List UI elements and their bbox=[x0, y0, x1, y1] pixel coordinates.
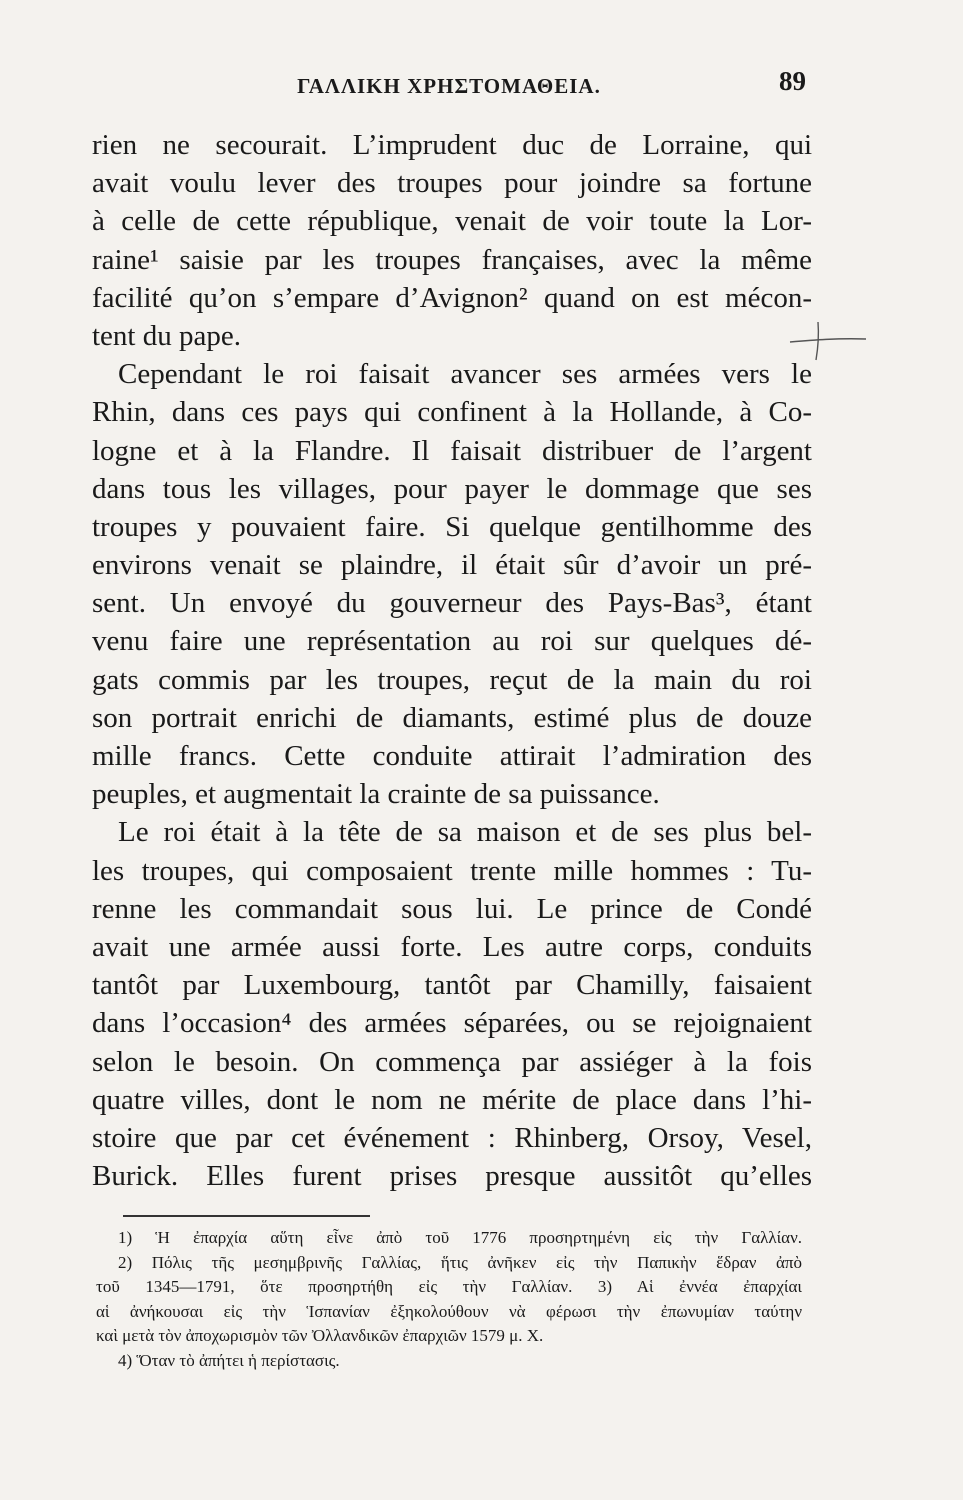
text-line: rien ne secourait. L’imprudent duc de Lorraine, qui bbox=[92, 129, 812, 161]
text-line: gats commis par les troupes, reçut de la main du roi bbox=[92, 663, 812, 696]
footnote-line: καὶ μετὰ τὸν ἀποχωρισμὸν τῶν Ὀλλανδικῶν ἐπαρχιῶν 1579 μ. Χ. bbox=[96, 1326, 544, 1345]
text-line: renne les commandait sous lui. Le prince de Condé bbox=[92, 892, 812, 925]
text-line: quatre villes, dont le nom ne mérite de place dans l’hi- bbox=[92, 1083, 812, 1116]
running-title: ΓΑΛΛΙΚΗ ΧΡΗΣΤΟΜΑΘΕΙΑ. bbox=[297, 74, 601, 98]
text-line: sent. Un envoyé du gouverneur des Pays-Bas³, étant bbox=[92, 587, 812, 620]
text-line: Cependant le roi faisait avancer ses armées vers le bbox=[118, 358, 812, 391]
text-line: son portrait enrichi de diamants, estimé plus de douze bbox=[92, 701, 812, 734]
text-line: avait voulu lever des troupes pour joindre sa fortune bbox=[92, 167, 812, 200]
footnote-line: 1) Ἡ ἐπαρχία αὕτη εἶνε ἀπὸ τοῦ 1776 προσηρτημένη εἰς τὴν Γαλλίαν. bbox=[118, 1228, 802, 1247]
text-line: tent du pape. bbox=[92, 319, 241, 352]
text-line: peuples, et augmentait la crainte de sa puissance. bbox=[92, 778, 660, 811]
text-line: raine¹ saisie par les troupes françaises, avec la même bbox=[92, 243, 812, 276]
text-line: avait une armée aussi forte. Les autre corps, conduits bbox=[92, 930, 812, 963]
text-line: à celle de cette république, venait de voir toute la Lor- bbox=[92, 205, 812, 238]
text-line: environs venait se plaindre, il était sûr d’avoir un pré- bbox=[92, 549, 812, 582]
footnote-line: 4) Ὅταν τὸ ἀπήτει ἡ περίστασις. bbox=[118, 1350, 340, 1370]
text-line: troupes y pouvaient faire. Si quelque gentilhomme des bbox=[92, 510, 812, 543]
footnote-rule bbox=[123, 1215, 370, 1217]
text-line: dans tous les villages, pour payer le dommage que ses bbox=[92, 472, 812, 505]
text-line: facilité qu’on s’empare d’Avignon² quand on est mécon- bbox=[92, 281, 812, 314]
text-line: les troupes, qui composaient trente mille hommes : Tu- bbox=[92, 854, 812, 887]
text-line: tantôt par Luxembourg, tantôt par Chamilly, faisaient bbox=[92, 969, 812, 1002]
pencil-cross-mark bbox=[788, 310, 868, 370]
text-line: venu faire une représentation au roi sur quelques dé- bbox=[92, 625, 812, 658]
text-line: dans l’occasion⁴ des armées séparées, ou se rejoignaient bbox=[92, 1007, 812, 1040]
page-number: 89 bbox=[779, 66, 806, 96]
text-line: stoire que par cet événement : Rhinberg, Orsoy, Vesel, bbox=[92, 1121, 812, 1154]
footnote-line: αἱ ἀνήκουσαι εἰς τὴν Ἱσπανίαν ἐξηκολούθουν νὰ φέρωσι τὴν ἐπωνυμίαν ταύτην bbox=[96, 1301, 802, 1321]
text-line: Le roi était à la tête de sa maison et de ses plus bel- bbox=[118, 816, 812, 849]
footnotes bbox=[96, 1226, 802, 1373]
main-text bbox=[92, 126, 812, 1195]
text-line: logne et à la Flandre. Il faisait distribuer de l’argent bbox=[92, 434, 812, 467]
text-line: selon le besoin. On commença par assiéger à la fois bbox=[92, 1045, 812, 1078]
footnote-line: 2) Πόλις τῆς μεσημβρινῆς Γαλλίας, ἥτις ἀνῆκεν εἰς τὴν Παπικὴν ἕδραν ἀπὸ bbox=[118, 1252, 802, 1272]
footnote-line: τοῦ 1345—1791, ὅτε προσηρτήθη εἰς τὴν Γαλλίαν. 3) Αἱ ἐννέα ἐπαρχίαι bbox=[96, 1277, 802, 1296]
text-line: Rhin, dans ces pays qui confinent à la Hollande, à Co- bbox=[92, 396, 812, 429]
text-line: Burick. Elles furent prises presque aussitôt qu’elles bbox=[92, 1160, 812, 1193]
text-line: mille francs. Cette conduite attirait l’admiration des bbox=[92, 740, 812, 772]
page-header bbox=[92, 66, 806, 106]
